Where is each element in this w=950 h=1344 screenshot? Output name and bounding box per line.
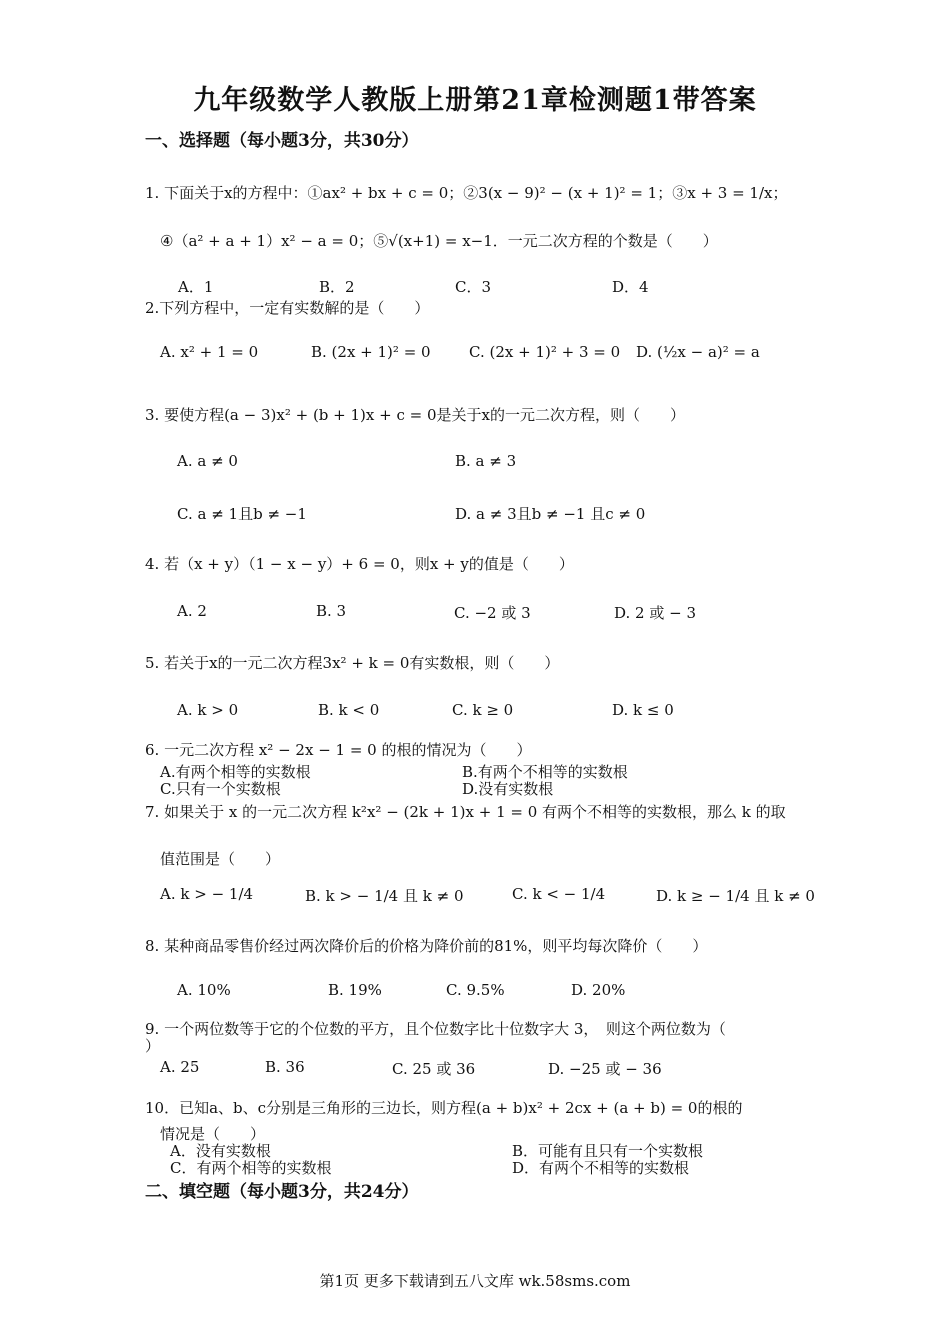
question-9-option-d: D. −25 或 − 36 [548, 1060, 662, 1078]
question-10-option-b: B．可能有且只有一个实数根 [512, 1142, 704, 1160]
question-5-option-c: C. k ≥ 0 [452, 701, 514, 719]
question-7-option-d: D. k ≥ − 1/4 且 k ≠ 0 [656, 887, 815, 905]
question-10-line2: 情况是（ ） [160, 1125, 266, 1143]
question-4-option-c: C. −2 或 3 [454, 604, 531, 622]
question-5-option-d: D. k ≤ 0 [612, 701, 674, 719]
question-9-option-b: B. 36 [265, 1058, 305, 1076]
question-3-option-c: C. a ≠ 1且b ≠ −1 [177, 505, 307, 523]
question-4-option-a: A. 2 [177, 602, 207, 620]
question-10-option-a: A．没有实数根 [170, 1142, 271, 1160]
question-6-stem: 6. 一元二次方程 x² − 2x − 1 = 0 的根的情况为（ ） [145, 741, 532, 759]
question-7-option-b: B. k > − 1/4 且 k ≠ 0 [305, 887, 464, 905]
question-5-option-a: A. k > 0 [177, 701, 239, 719]
question-4-option-b: B. 3 [316, 602, 347, 620]
question-2-stem: 2.下列方程中，一定有实数解的是（ ） [145, 299, 430, 317]
question-3-option-d: D. a ≠ 3且b ≠ −1 且c ≠ 0 [455, 505, 646, 523]
question-5-option-b: B. k < 0 [318, 701, 380, 719]
question-1-option-c: C．3 [455, 278, 492, 296]
question-2-option-d: D. (½x − a)² = a [636, 343, 760, 361]
question-6-option-b: B.有两个不相等的实数根 [462, 763, 628, 781]
question-7-option-c: C. k < − 1/4 [512, 885, 606, 903]
section-heading-choice: 一、选择题（每小题3分，共30分） [145, 131, 419, 151]
question-1-option-b: B．2 [319, 278, 355, 296]
question-8-option-c: C. 9.5% [446, 981, 505, 999]
question-3-option-b: B. a ≠ 3 [455, 452, 517, 470]
question-8-option-a: A. 10% [177, 981, 231, 999]
question-6-option-c: C.只有一个实数根 [160, 780, 281, 798]
question-1-option-a: A．1 [178, 278, 214, 296]
question-10-option-c: C．有两个相等的实数根 [170, 1159, 332, 1177]
question-8-stem: 8. 某种商品零售价经过两次降价后的价格为降价前的81%，则平均每次降价（ ） [145, 937, 708, 955]
question-2-option-b: B. (2x + 1)² = 0 [311, 343, 431, 361]
question-4-option-d: D. 2 或 − 3 [614, 604, 696, 622]
question-1-stem [145, 182, 788, 203]
question-3-stem: 3. 要使方程(a − 3)x² + (b + 1)x + c = 0是关于x的一元二次方程，则（ ） [145, 406, 685, 424]
question-10-stem: 10．已知a、b、c分别是三角形的三边长，则方程(a + b)x² + 2cx + (a + b) = 0的根的 [145, 1099, 743, 1117]
question-7-stem: 7. 如果关于 x 的一元二次方程 k²x² − (2k + 1)x + 1 = 0 有两个不相等的实数根，那么 k 的取 [145, 803, 786, 821]
question-2-option-a: A. x² + 1 = 0 [160, 343, 259, 361]
question-1-option-d: D．4 [612, 278, 649, 296]
question-2-option-c: C. (2x + 1)² + 3 = 0 [469, 343, 621, 361]
question-6-option-a: A.有两个相等的实数根 [160, 763, 311, 781]
question-10-option-d: D．有两个不相等的实数根 [512, 1159, 690, 1177]
page-footer: 第1页 更多下载请到五八文库 wk.58sms.com [319, 1272, 631, 1290]
question-4-stem: 4. 若（x + y）（1 − x − y）+ 6 = 0，则x + y的值是（ ） [145, 555, 574, 573]
question-7-option-a: A. k > − 1/4 [160, 885, 254, 903]
document-title: 九年级数学人教版上册第21章检测题1带答案 [193, 85, 757, 116]
question-8-option-d: D. 20% [571, 981, 626, 999]
question-9-stem: 9. 一个两位数等于它的个位数的平方，且个位数字比十位数字大 3， 则这个两位数为（ [145, 1020, 726, 1038]
question-9-option-c: C. 25 或 36 [392, 1060, 476, 1078]
question-5-stem: 5. 若关于x的一元二次方程3x² + k = 0有实数根，则（ ） [145, 654, 560, 672]
question-1-line2: ④（a² + a + 1）x² − a = 0；⑤√(x+1) = x−1．一元二次方程的个数是（ ） [160, 232, 718, 250]
question-6-option-d: D.没有实数根 [462, 780, 554, 798]
question-7-line2: 值范围是（ ） [160, 850, 281, 868]
question-1-text: 1. 下面关于x的方程中：①ax² + bx + c = 0；②3(x − 9)² − (x + 1)² = 1；③x + 3 = 1/x； [145, 184, 788, 202]
question-8-option-b: B. 19% [328, 981, 382, 999]
question-9-option-a: A. 25 [160, 1058, 200, 1076]
question-3-option-a: A. a ≠ 0 [177, 452, 238, 470]
question-9-line2: ） [145, 1037, 161, 1055]
section-heading-fill-blank: 二、填空题（每小题3分，共24分） [145, 1182, 419, 1202]
